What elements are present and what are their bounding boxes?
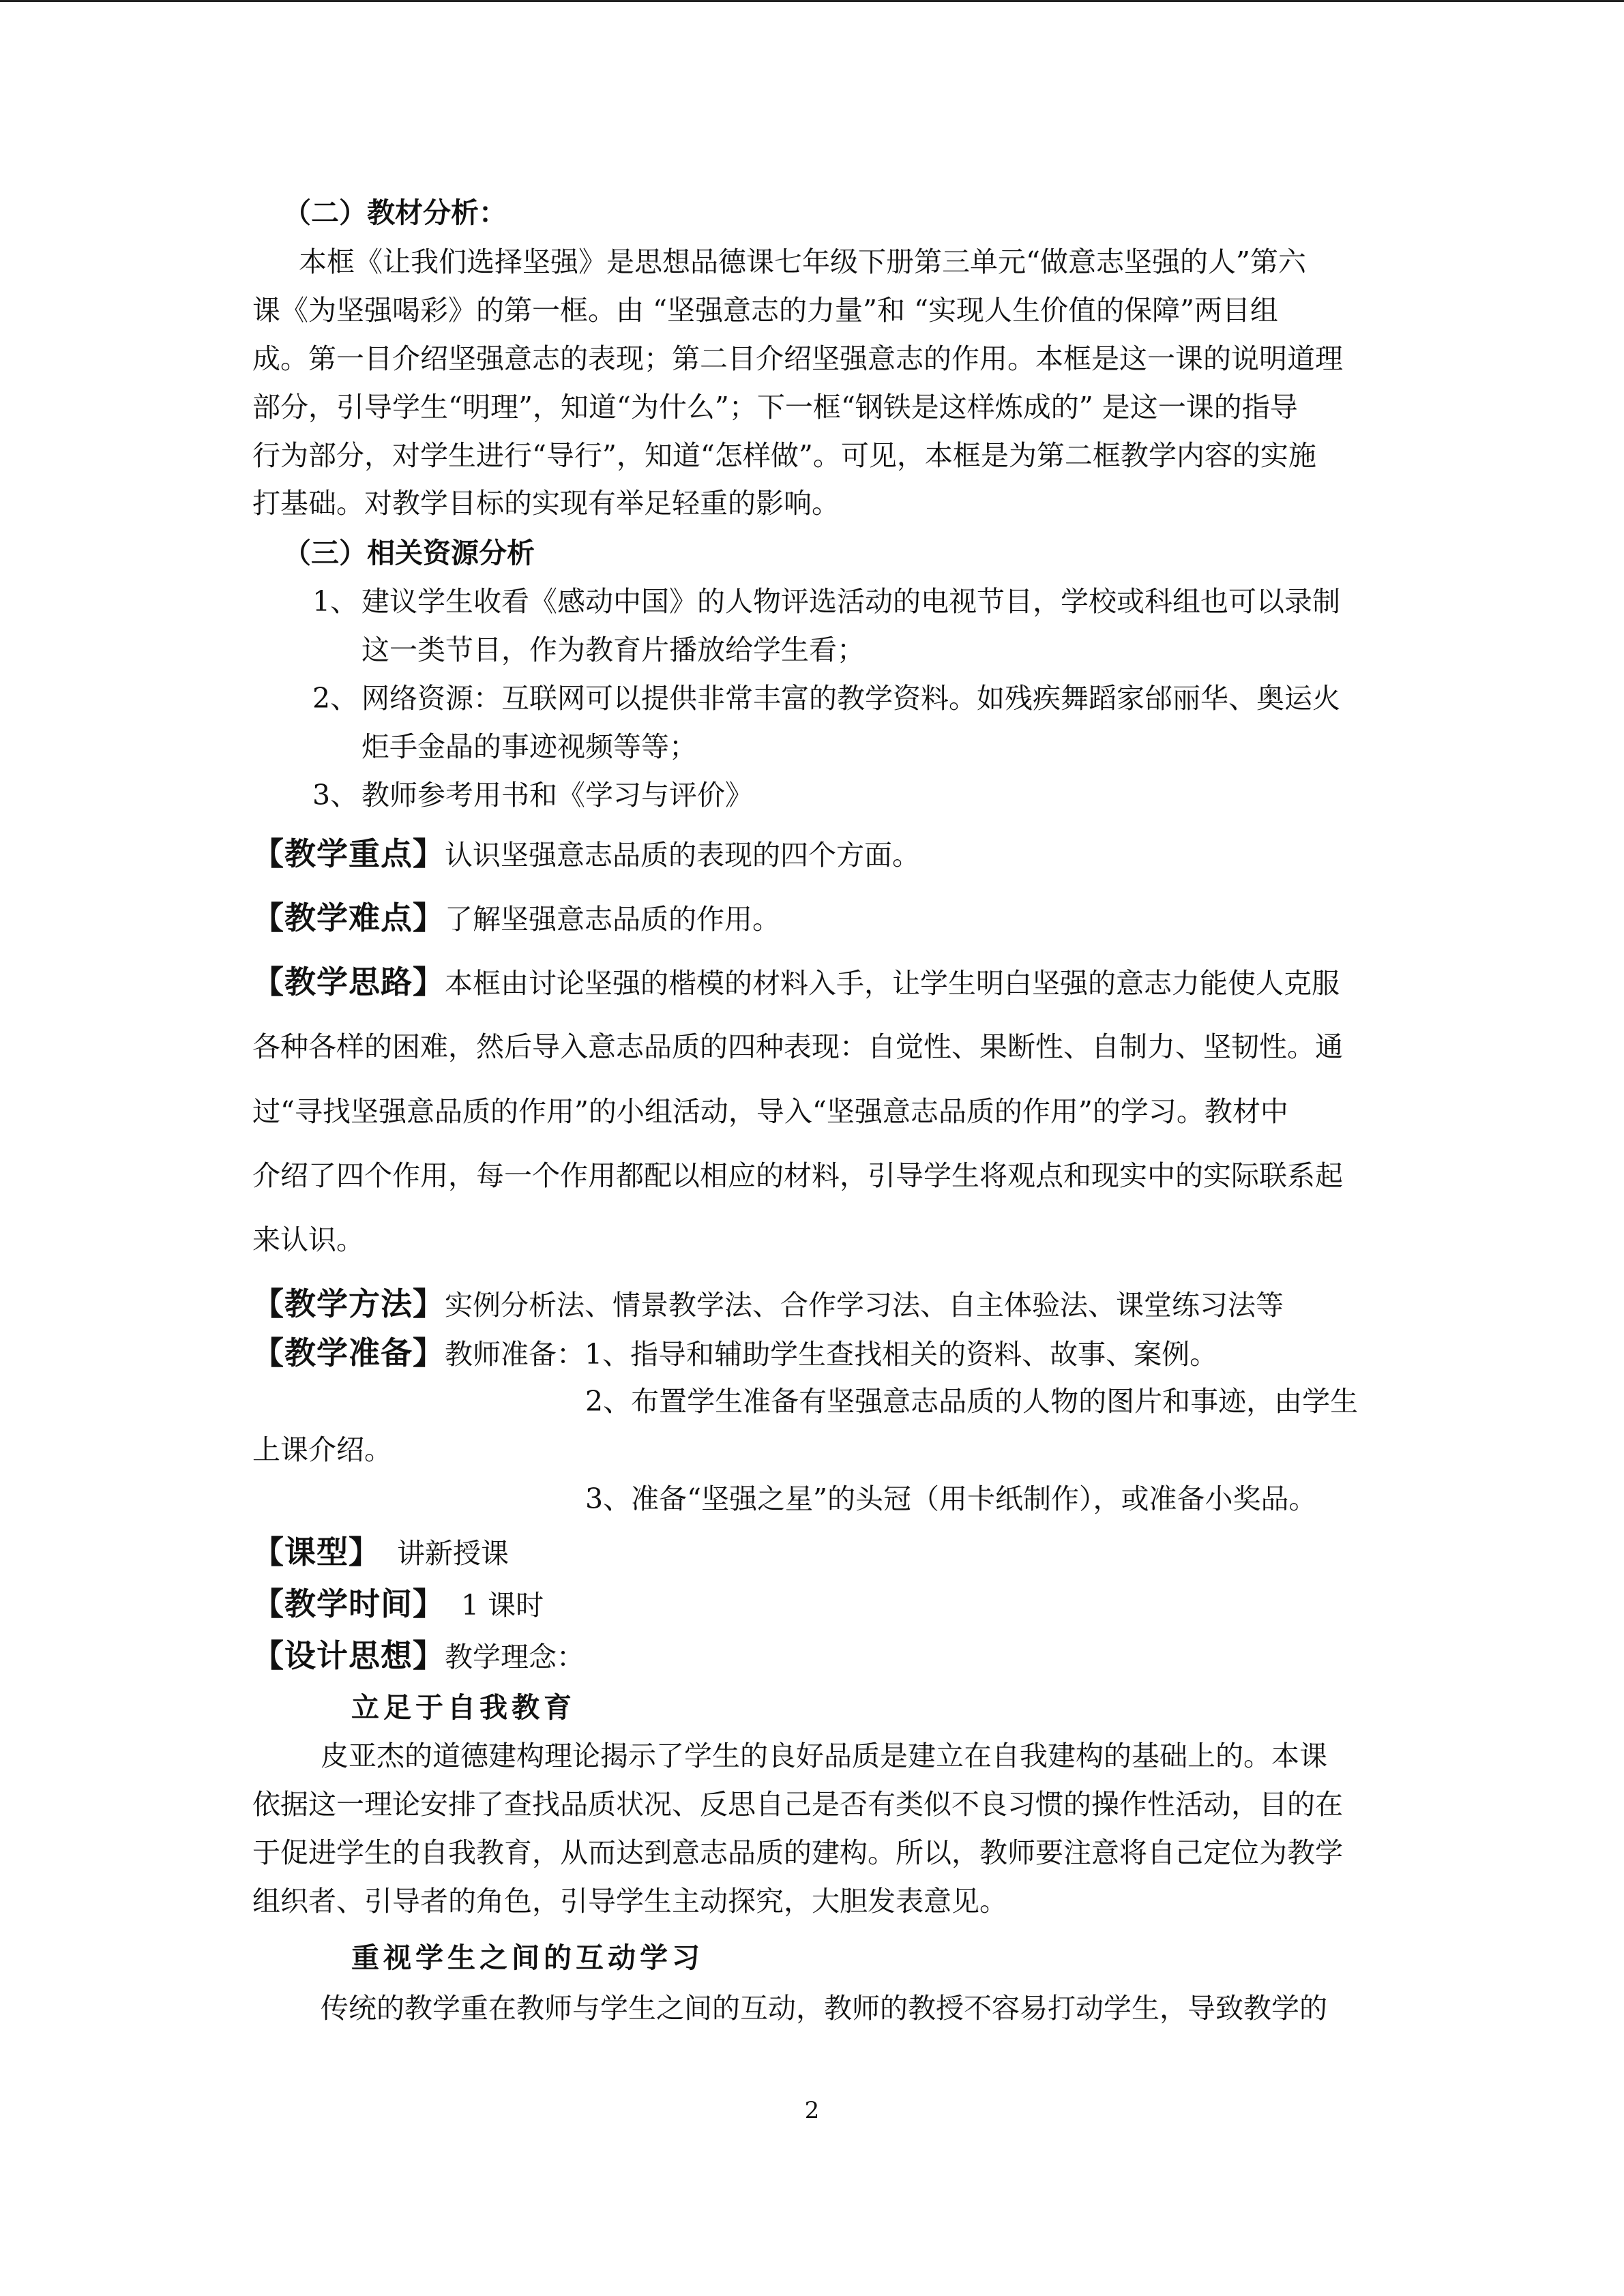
resource-item-text: 这一类节目，作为教育片播放给学生看；	[361, 633, 865, 666]
approach-line: 过“寻找坚强意品质的作用”的小组活动，导入“坚强意志品质的作用”的学习。教材中	[252, 1095, 1288, 1128]
preparation-row	[252, 1334, 1217, 1373]
approach-text: 本框由讨论坚强的楷模的材料入手，让学生明白坚强的意志力能使人克服	[445, 967, 1340, 1000]
lesson-time-row	[252, 1585, 544, 1624]
preparation-item: 2、布置学生准备有坚强意志品质的人物的图片和事迹，由学生	[585, 1385, 1359, 1418]
preparation-item: 3、准备“坚强之星”的头冠（用卡纸制作），或准备小奖品。	[585, 1482, 1317, 1515]
approach-row	[252, 963, 1340, 1002]
lesson-type-row	[252, 1533, 509, 1572]
difficulty-row	[252, 899, 780, 938]
concept-line: 皮亚杰的道德建构理论揭示了学生的良好品质是建立在自我建构的基础上的。本课	[321, 1740, 1327, 1772]
resource-item-number: 1、	[312, 585, 359, 618]
lesson-type-tag: 【课型】	[252, 1534, 381, 1570]
top-border-line	[0, 0, 1624, 2]
preparation-tag: 【教学准备】	[252, 1335, 445, 1371]
design-tag: 【设计思想】	[252, 1637, 445, 1674]
lesson-type-text: 讲新授课	[397, 1537, 509, 1570]
concept-line: 组织者、引导者的角色，引导学生主动探究，大胆发表意见。	[252, 1885, 1007, 1918]
concept-title: 重视学生之间的互动学习	[351, 1941, 704, 1974]
materials-line: 本框《让我们选择坚强》是思想品德课七年级下册第三单元“做意志坚强的人”第六	[299, 245, 1306, 278]
key-point-tag: 【教学重点】	[252, 835, 445, 872]
materials-heading: （二）教材分析：	[283, 196, 507, 229]
approach-line: 介绍了四个作用，每一个作用都配以相应的材料，引导学生将观点和现实中的实际联系起	[252, 1159, 1343, 1192]
resource-item-text: 炬手金晶的事迹视频等等；	[361, 730, 697, 763]
difficulty-tag: 【教学难点】	[252, 899, 445, 936]
approach-tag: 【教学思路】	[252, 964, 445, 1000]
resource-item-number: 3、	[312, 779, 359, 811]
design-row	[252, 1637, 585, 1676]
preparation-item-cont: 上课介绍。	[252, 1433, 392, 1466]
preparation-text: 教师准备：1、指导和辅助学生查找相关的资料、故事、案例。	[445, 1338, 1218, 1371]
concept-line: 传统的教学重在教师与学生之间的互动，教师的教授不容易打动学生，导致教学的	[321, 1992, 1327, 2025]
materials-line: 课《为坚强喝彩》的第一框。由 “坚强意志的力量”和 “实现人生价值的保障”两目组	[252, 294, 1278, 327]
approach-line: 各种各样的困难，然后导入意志品质的四种表现：自觉性、果断性、自制力、坚韧性。通	[252, 1030, 1343, 1063]
resource-item-text: 教师参考用书和《学习与评价》	[361, 779, 753, 811]
resources-heading: （三）相关资源分析	[283, 537, 535, 569]
materials-line: 行为部分，对学生进行“导行”，知道“怎样做”。可见，本框是为第二框教学内容的实施	[252, 439, 1316, 472]
resource-item-text: 网络资源：互联网可以提供非常丰富的教学资料。如残疾舞蹈家邰丽华、奥运火	[361, 682, 1340, 715]
key-point-text: 认识坚强意志品质的表现的四个方面。	[445, 839, 920, 871]
design-text: 教学理念：	[445, 1641, 585, 1673]
page-number: 2	[804, 2097, 820, 2124]
materials-line: 部分，引导学生“明理”，知道“为什么”；下一框“钢铁是这样炼成的” 是这一课的指导	[252, 391, 1298, 423]
approach-line: 来认识。	[252, 1223, 364, 1256]
concept-line: 于促进学生的自我教育，从而达到意志品质的建构。所以，教师要注意将自己定位为教学	[252, 1836, 1343, 1869]
lesson-time-text: 1 课时	[461, 1589, 544, 1622]
materials-line: 打基础。对教学目标的实现有举足轻重的影响。	[252, 487, 840, 520]
method-tag: 【教学方法】	[252, 1285, 445, 1322]
resource-item-text: 建议学生收看《感动中国》的人物评选活动的电视节目，学校或科组也可以录制	[361, 585, 1340, 618]
method-text: 实例分析法、情景教学法、合作学习法、自主体验法、课堂练习法等	[445, 1289, 1284, 1322]
concept-line: 依据这一理论安排了查找品质状况、反思自己是否有类似不良习惯的操作性活动，目的在	[252, 1788, 1343, 1821]
materials-line: 成。第一目介绍坚强意志的表现；第二目介绍坚强意志的作用。本框是这一课的说明道理	[252, 342, 1343, 375]
method-row	[252, 1285, 1284, 1324]
key-point-row	[252, 835, 920, 874]
concept-title: 立足于自我教育	[351, 1691, 576, 1724]
difficulty-text: 了解坚强意志品质的作用。	[445, 903, 780, 936]
lesson-time-tag: 【教学时间】	[252, 1585, 445, 1622]
resource-item-number: 2、	[312, 682, 359, 715]
